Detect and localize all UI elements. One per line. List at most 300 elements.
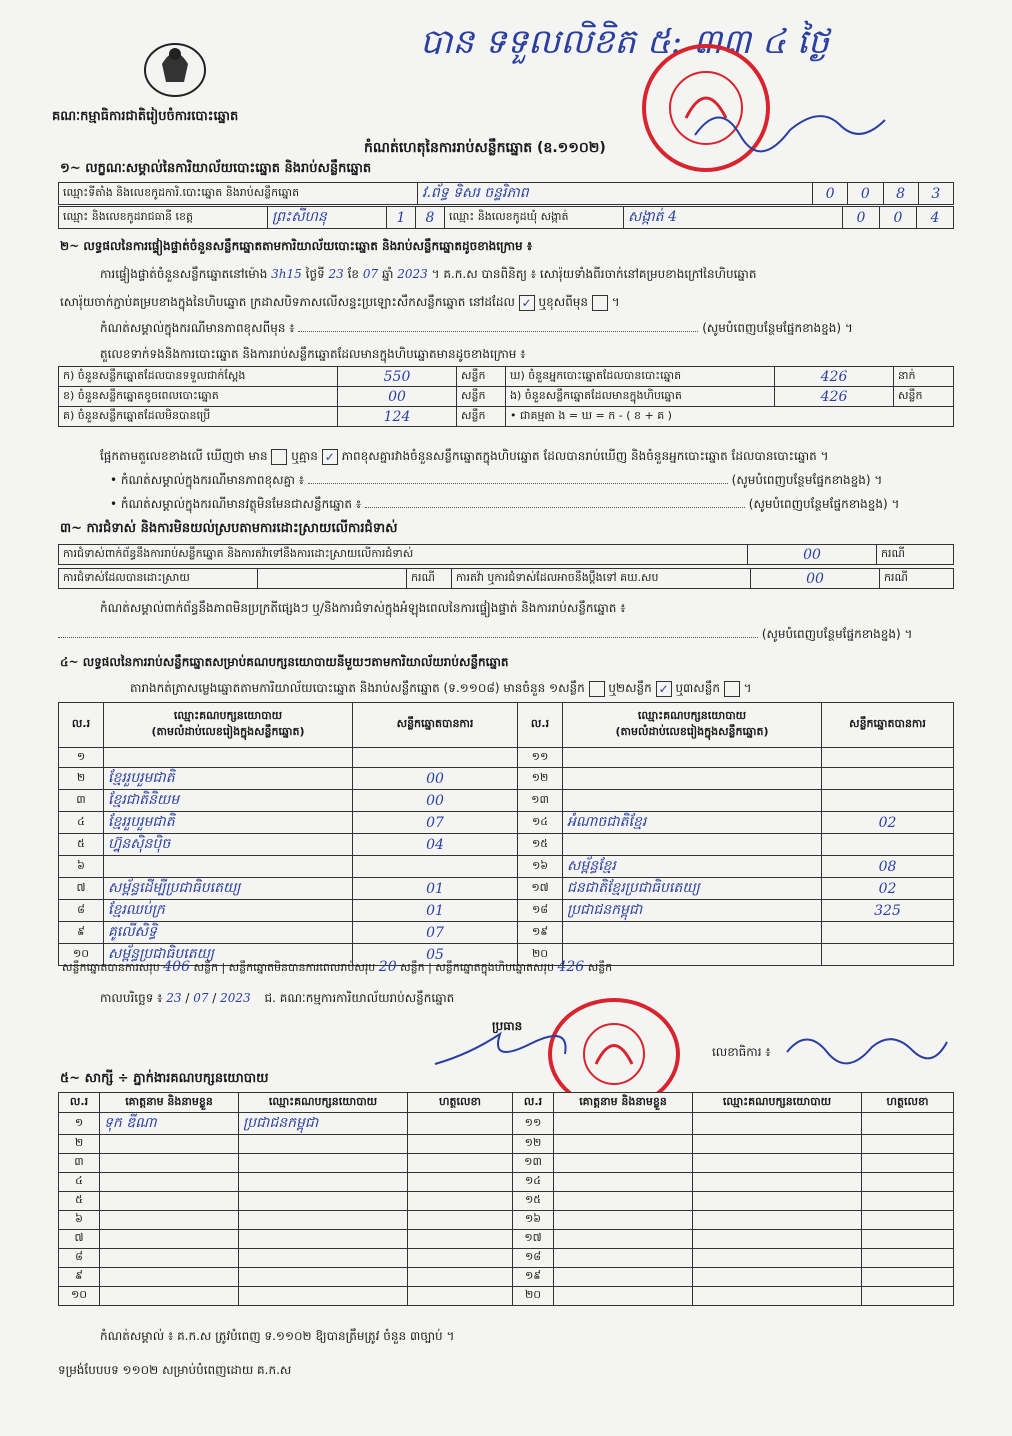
witness-name-right — [554, 1113, 693, 1135]
witness-party-right — [693, 1113, 862, 1135]
witness-col-no-left: ល.រ — [59, 1093, 100, 1113]
votes-right — [822, 748, 954, 768]
count-b-value: 00 — [338, 387, 457, 407]
witness-no-left: ៦ — [59, 1211, 100, 1230]
chair-label: ប្រធាន — [492, 1019, 523, 1033]
witness-name-right — [554, 1173, 693, 1192]
witness-name-left — [100, 1211, 239, 1230]
row-no-left: ១ — [59, 748, 104, 768]
col-no-left: ល.រ — [59, 703, 104, 748]
witness-no-right: ១១ — [513, 1113, 554, 1135]
party-name-right — [563, 748, 822, 768]
row-no-right: ១៧ — [518, 878, 563, 900]
count-d-value: 426 — [775, 367, 894, 387]
row2-label2: ឈ្មោះ និងលេខកូដឃុំ សង្កាត់ — [445, 207, 624, 229]
row-no-left: ៨ — [59, 900, 104, 922]
party-name-right — [563, 834, 822, 856]
month-value: 07 — [362, 267, 379, 281]
row-no-left: ៧ — [59, 878, 104, 900]
signature-icon — [690, 95, 890, 169]
appeal-unit: ករណី — [880, 569, 954, 589]
witness-no-left: ២ — [59, 1135, 100, 1154]
witness-name-right — [554, 1192, 693, 1211]
witness-no-right: ២០ — [513, 1287, 554, 1306]
section3-note: កំណត់សម្គាល់ពាក់ព័ន្ធនឹងភាពមិនប្រក្រតីផ្សេងៗ ឬ/និងការជំទាស់ក្នុងអំឡុងពេលនៃការផ្ទៀងផ្ទាត់ និងការរាប់សន្លឹកឆ្នោត ៖ — [100, 601, 626, 615]
party-name-right: ប្រជាជនកម្ពុជា — [563, 900, 822, 922]
row-no-left: ៣ — [59, 790, 104, 812]
emblem-icon — [140, 34, 210, 100]
count-c-label: គ) ចំនួនសន្លឹកឆ្នោតដែលមិនបានប្រើ — [59, 407, 338, 427]
witness-party-right — [693, 1173, 862, 1192]
signature-icon — [430, 1024, 570, 1078]
witness-party-right — [693, 1268, 862, 1287]
witness-body — [59, 1113, 954, 1306]
votes-left: 00 — [353, 768, 518, 790]
witness-party-left — [239, 1268, 408, 1287]
bullet1-dots — [308, 483, 728, 484]
section2-line3 — [100, 320, 960, 338]
section1-table-2 — [58, 206, 954, 229]
witness-party-right — [693, 1211, 862, 1230]
three-sheet-label: ឬ៣សន្លឹក — [675, 681, 720, 695]
count-b-label: ខ) ចំនួនសន្លឹកឆ្នោតខូចពេលបោះឆ្នោត — [59, 387, 338, 407]
votes-right — [822, 834, 954, 856]
witness-sign-right — [862, 1135, 954, 1154]
table-row — [59, 834, 954, 856]
box-total-label: សន្លឹកឆ្នោតក្នុងហិបឆ្នោតសរុប — [435, 960, 554, 974]
witness-col-name-right: គោត្តនាម និងនាមខ្លួន — [554, 1093, 693, 1113]
two-sheet-checkbox[interactable]: ✓ — [656, 681, 672, 697]
date-label: កាលបរិច្ឆេទ ៖ — [100, 991, 163, 1005]
line1-suffix: ។ គ.ក.ស បានពិនិត្យ ៖ សោរ៉ុយទាំងពីរចាក់នៅគម្របខាងក្រៅនៃហិបឆ្នោត — [431, 267, 757, 281]
day-label: ថ្ងៃទី — [305, 267, 325, 281]
witness-sign-left — [408, 1135, 513, 1154]
witness-no-left: ៩ — [59, 1268, 100, 1287]
year-value: 2023 — [397, 267, 428, 281]
witness-no-right: ១៩ — [513, 1268, 554, 1287]
count-a-label: ក) ចំនួនសន្លឹកឆ្នោតដែលបានទទួលជាក់ស្តែង — [59, 367, 338, 387]
witness-no-left: ១ — [59, 1113, 100, 1135]
party-name-left: គូលើសិទ្ធិ — [104, 922, 353, 944]
witness-sign-right — [862, 1113, 954, 1135]
party-name-left: សម្ព័ន្ធដើម្បីប្រជាធិបតេយ្យ — [104, 878, 353, 900]
row2-label: ឈ្មោះ និងលេខកូដរាជធានី ខេត្ត — [59, 207, 268, 229]
count-c-value: 124 — [338, 407, 457, 427]
table-row — [59, 856, 954, 878]
witness-name-right — [554, 1135, 693, 1154]
party-name-left: សម្ព័ន្ធប្រជាធិបតេយ្យ — [104, 944, 353, 966]
table-row — [59, 748, 954, 768]
count-b-unit: សន្លឹក — [457, 387, 506, 407]
table-row — [59, 1268, 954, 1287]
appeal-value: 00 — [751, 569, 880, 589]
witness-no-right: ១៣ — [513, 1154, 554, 1173]
witness-party-left — [239, 1230, 408, 1249]
party-name-right — [563, 790, 822, 812]
witness-sign-left — [408, 1192, 513, 1211]
witness-party-right — [693, 1249, 862, 1268]
three-sheet-checkbox[interactable] — [724, 681, 740, 697]
section4-intro: តារាងកត់ត្រាសម្លេងឆ្នោតតាមការិយាល័យបោះឆ្នោត និងរាប់សន្លឹកឆ្នោត (ទ.១១០៨) មានចំនួន ១សន្លឹក ឬ២សន្លឹក ✓ ឬ៣សន្លឹក ។ — [130, 681, 752, 696]
date-day: 23 — [166, 991, 182, 1005]
section2-line2: សោរ៉ុយចាក់ភ្ជាប់គម្របខាងក្នុងនៃហិបឆ្នោត ក្រដាសបិទភាសលើសន្ទះប្រឡោះសឹកសន្លឹកឆ្នោត នៅដដែល ✓ ឬខុសពីមុន ។ — [60, 295, 620, 310]
party-name-right: ជនជាតិខ្មែរប្រជាធិបតេយ្យ — [563, 878, 822, 900]
witness-name-left — [100, 1268, 239, 1287]
witness-sign-right — [862, 1287, 954, 1306]
table-row — [59, 1135, 954, 1154]
witness-party-left — [239, 1135, 408, 1154]
votes-left: 00 — [353, 790, 518, 812]
intro-text: តារាងកត់ត្រាសម្លេងឆ្នោតតាមការិយាល័យបោះឆ្នោត និងរាប់សន្លឹកឆ្នោត (ទ.១១០៨) មានចំនួន ១សន្លឹក — [130, 681, 585, 695]
row-no-left: ៤ — [59, 812, 104, 834]
col-party-right-title: ឈ្មោះគណបក្សនយោបាយ — [637, 709, 747, 722]
witness-party-left — [239, 1154, 408, 1173]
witness-col-name-left: គោត្តនាម និងនាមខ្លួន — [100, 1093, 239, 1113]
line5-prefix: ផ្អែកតាមតួលេខខាងលើ ឃើញថា មាន — [100, 449, 268, 463]
votes-right: 08 — [822, 856, 954, 878]
witness-name-left — [100, 1192, 239, 1211]
two-sheet-label: ឬ២សន្លឹក — [608, 681, 652, 695]
row-no-right: ១១ — [518, 748, 563, 768]
witness-name-left — [100, 1230, 239, 1249]
bullet2-note: (សូមបំពេញបន្ថែមផ្នែកខាងខ្នង) ។ — [748, 497, 900, 511]
same-checkbox[interactable]: ✓ — [519, 295, 535, 311]
witness-name-left — [100, 1173, 239, 1192]
row-no-right: ១៤ — [518, 812, 563, 834]
bullet1-line — [110, 472, 960, 490]
witness-no-right: ១៨ — [513, 1249, 554, 1268]
on-behalf-text: ជ. គណៈកម្មការការិយាល័យរាប់សន្លឹកឆ្នោត — [264, 991, 455, 1005]
bullet2-dots — [365, 507, 745, 508]
table-row — [59, 790, 954, 812]
footer-note: កំណត់សម្គាល់ ៖ គ.ក.ស ត្រូវបំពេញ ទ.១១០២ ឱ្យបានត្រឹមត្រូវ ចំនួន ៣ច្បាប់ ។ — [100, 1329, 455, 1343]
col-party-left-title: ឈ្មោះគណបក្សនយោបាយ — [173, 709, 283, 722]
different-label: ឬខុសពីមុន — [538, 295, 589, 309]
witness-col-no-right: ល.រ — [513, 1093, 554, 1113]
row-no-right: ១២ — [518, 768, 563, 790]
row1-value: វ.ព័ទ្ធ ទិសរ ចន្ទរិភាព — [418, 183, 813, 205]
col-votes-right: សន្លឹកឆ្នោតបានការ — [822, 703, 954, 748]
witness-name-right — [554, 1154, 693, 1173]
votes-right: 325 — [822, 900, 954, 922]
date-month: 07 — [193, 991, 209, 1005]
votes-left: 07 — [353, 812, 518, 834]
count-d-label: ឃ) ចំនួនអ្នកបោះឆ្នោតដែលបានបោះឆ្នោត — [506, 367, 775, 387]
col-party-left-sub: (តាមលំដាប់លេខរៀងក្នុងសន្លឹកឆ្នោត) — [151, 725, 305, 738]
witness-name-right — [554, 1230, 693, 1249]
witness-name-left — [100, 1287, 239, 1306]
valid-total-unit: សន្លឹក — [193, 960, 218, 974]
invalid-total-unit: សន្លឹក — [400, 960, 425, 974]
bullet1-text: • កំណត់សម្គាល់ក្នុងករណីមានភាពខុសគ្នា ៖ — [110, 473, 305, 487]
witness-sign-left — [408, 1173, 513, 1192]
count-e-value: 426 — [775, 387, 894, 407]
date-line: កាលបរិច្ឆេទ ៖ 23 / 07 / 2023 ជ. គណៈកម្មការការិយាល័យរាប់សន្លឹកឆ្នោត — [100, 991, 455, 1005]
row1-code-1: 0 — [813, 183, 848, 205]
votes-left — [353, 748, 518, 768]
no-diff-checkbox[interactable]: ✓ — [322, 449, 338, 465]
party-name-left — [104, 856, 353, 878]
votes-left — [353, 856, 518, 878]
row-no-left: ៦ — [59, 856, 104, 878]
votes-right — [822, 790, 954, 812]
witness-party-left — [239, 1192, 408, 1211]
witness-sign-right — [862, 1192, 954, 1211]
party-name-left: ខ្មែរឈប់ក្រ — [104, 900, 353, 922]
count-e-unit: សន្លឹក — [894, 387, 954, 407]
witness-col-party-left: ឈ្មោះគណបក្សនយោបាយ — [239, 1093, 408, 1113]
section3-dots — [58, 637, 758, 638]
count-d-unit: នាក់ — [894, 367, 954, 387]
signature-icon — [782, 1022, 952, 1070]
table-row — [59, 1113, 954, 1135]
table-row — [59, 1287, 954, 1306]
box-total-unit: សន្លឹក — [587, 960, 613, 974]
witness-sign-right — [862, 1173, 954, 1192]
day-value: 23 — [328, 267, 344, 281]
row-no-right: ១៨ — [518, 900, 563, 922]
resolved-label: ការជំទាស់ដែលបានដោះស្រាយ — [59, 569, 258, 589]
section3-title: ៣~ ការជំទាស់ និងការមិនយល់ស្របតាមការដោះស្រាយលើការជំទាស់ — [60, 521, 398, 536]
objection-label: ការជំទាស់ពាក់ព័ន្ធនឹងការរាប់សន្លឹកឆ្នោត និងការតវ៉ាទៅនឹងការដោះស្រាយលើការជំទាស់ — [59, 545, 748, 565]
witness-no-left: ៣ — [59, 1154, 100, 1173]
row1-code-3: 8 — [883, 183, 918, 205]
col-votes-left: សន្លឹកឆ្នោតបានការ — [353, 703, 518, 748]
bullet2-line — [110, 496, 960, 514]
resolved-unit: ករណី — [407, 569, 452, 589]
row-no-left: ២ — [59, 768, 104, 790]
section1-table — [58, 182, 954, 205]
secretary-label: លេខាធិការ ៖ — [712, 1045, 771, 1059]
row2-code2-2: 0 — [880, 207, 917, 229]
form-label: ទម្រង់បែបបទ ១១០២ សម្រាប់បំពេញដោយ គ.ក.ស — [58, 1363, 292, 1377]
objection-table-2 — [58, 568, 954, 589]
has-diff-checkbox[interactable] — [271, 449, 287, 465]
row-no-right: ១៩ — [518, 922, 563, 944]
party-name-left: ខ្មែររួបរួមជាតិ — [104, 812, 353, 834]
votes-left: 05 — [353, 944, 518, 966]
witness-no-right: ១៦ — [513, 1211, 554, 1230]
votes-right: 02 — [822, 812, 954, 834]
witness-party-left — [239, 1173, 408, 1192]
appeal-label: ការតវ៉ា ឬការជំទាស់ដែលអាចនឹងប្តឹងទៅ គឃ.សប — [452, 569, 751, 589]
handwritten-receipt-note: បាន ទទួលលិខិត ៥: ៣៣ ៤ ថ្ងៃ — [420, 22, 830, 62]
party-name-left: ខ្មែរជាតិនិយម — [104, 790, 353, 812]
line3-dots — [298, 331, 698, 332]
witness-no-left: ៥ — [59, 1192, 100, 1211]
witness-name-right — [554, 1211, 693, 1230]
party-name-left: ខ្មែររួបរួមជាតិ — [104, 768, 353, 790]
witness-name-left — [100, 1135, 239, 1154]
witness-no-right: ១៥ — [513, 1192, 554, 1211]
table-row — [59, 1154, 954, 1173]
section2-line4: តួលេខទាក់ទងនិងការបោះឆ្នោត និងការរាប់សន្លឹកឆ្នោតដែលមានក្នុងហិបឆ្នោតមានដូចខាងក្រោម ៖ — [100, 347, 526, 361]
form-title: កំណត់ហេតុនៃការរាប់សន្លឹកឆ្នោត (ឧ.១១០២) — [364, 140, 606, 156]
section2-line1 — [100, 266, 756, 284]
party-name-left: ហ្វ៊ុនស៊ិនប៉ិច — [104, 834, 353, 856]
witness-no-right: ១៧ — [513, 1230, 554, 1249]
party-name-left — [104, 748, 353, 768]
witness-party-right — [693, 1154, 862, 1173]
row2-code2-3: 4 — [917, 207, 954, 229]
table-row — [59, 1173, 954, 1192]
witness-name-left: ទុក ឌីណា — [100, 1113, 239, 1135]
witness-name-right — [554, 1249, 693, 1268]
date-year: 2023 — [220, 991, 251, 1005]
count-a-value: 550 — [338, 367, 457, 387]
table-row — [59, 1230, 954, 1249]
row1-label: ឈ្មោះទីតាំង និងលេខកូដការិ.បោះឆ្នោត និងរាប់សន្លឹកឆ្នោត — [59, 183, 418, 205]
witness-sign-right — [862, 1268, 954, 1287]
witness-name-right — [554, 1287, 693, 1306]
witness-party-right — [693, 1192, 862, 1211]
formula-text: • ជាគម្មតា ង = ឃ = ក - ( ខ + គ ) — [506, 407, 954, 427]
witness-no-left: ៨ — [59, 1249, 100, 1268]
line5-suffix: ភាពខុសគ្នារវាងចំនួនសន្លឹកឆ្នោតក្នុងហិបឆ្នោត ដែលបានរាប់ឃើញ និងចំនួនអ្នកបោះឆ្នោត ដែលបានបោះឆ្នោត ។ — [341, 449, 829, 463]
witness-sign-left — [408, 1268, 513, 1287]
col-party-right — [563, 703, 822, 748]
row-no-right: ១៥ — [518, 834, 563, 856]
line5-mid: ឬគ្មាន — [291, 449, 318, 463]
row2-value: ព្រះសីហនុ — [268, 207, 387, 229]
votes-left: 07 — [353, 922, 518, 944]
witness-party-left — [239, 1249, 408, 1268]
resolved-value — [258, 569, 407, 589]
witness-name-left — [100, 1249, 239, 1268]
table-row — [59, 1249, 954, 1268]
row-no-right: ២០ — [518, 944, 563, 966]
witness-sign-right — [862, 1211, 954, 1230]
col-party-left — [104, 703, 353, 748]
witness-sign-right — [862, 1230, 954, 1249]
row2-code-2: 8 — [416, 207, 445, 229]
results-body — [59, 748, 954, 966]
objection-unit: ករណី — [877, 545, 954, 565]
line1-prefix: ការផ្ទៀងផ្ទាត់ចំនួនសន្លឹកឆ្នោតនៅម៉ោង — [100, 267, 268, 281]
row-no-right: ១៦ — [518, 856, 563, 878]
box-total-value: 426 — [557, 958, 585, 975]
witness-party-left — [239, 1287, 408, 1306]
col-no-right: ល.រ — [518, 703, 563, 748]
party-name-right — [563, 922, 822, 944]
row-no-left: ៥ — [59, 834, 104, 856]
section2-title: ២~ លទ្ធផលនៃការផ្ទៀងផ្ទាត់ចំនួនសន្លឹកឆ្នោតតាមការិយាល័យបោះឆ្នោត និងរាប់សន្លឹកឆ្នោតដូចខាងក្រោម ៖ — [60, 239, 533, 253]
different-checkbox[interactable] — [592, 295, 608, 311]
valid-total-value: 406 — [163, 958, 190, 975]
row-no-right: ១៣ — [518, 790, 563, 812]
objection-table-1 — [58, 544, 954, 565]
totals-row: សន្លឹកឆ្នោតបានការសរុប 406 សន្លឹក | សន្លឹកឆ្នោតមិនបានការពេលរាប់សរុប 20 សន្លឹក | សន្លឹកឆ្នោតក្នុងហិបឆ្នោតសរុប 426 សន្លឹក — [62, 958, 613, 975]
section1-title: ១~ លក្ខណៈសម្គាល់នៃការិយាល័យបោះឆ្នោត និងរាប់សន្លឹកឆ្នោត — [60, 161, 372, 176]
line2-text: សោរ៉ុយចាក់ភ្ជាប់គម្របខាងក្នុងនៃហិបឆ្នោត ក្រដាសបិទភាសលើសន្ទះប្រឡោះសឹកសន្លឹកឆ្នោត នៅដដែល — [60, 295, 515, 309]
witness-sign-right — [862, 1154, 954, 1173]
row2-value2: សង្កាត់ 4 — [624, 207, 843, 229]
row2-code2-1: 0 — [843, 207, 880, 229]
row2-code-1: 1 — [387, 207, 416, 229]
section5-title: ៥~ សាក្សី ÷ ភ្នាក់ងារគណបក្សនយោបាយ — [60, 1071, 269, 1086]
votes-left: 01 — [353, 878, 518, 900]
row-no-left: ១០ — [59, 944, 104, 966]
row1-code-2: 0 — [848, 183, 883, 205]
row1-code-4: 3 — [918, 183, 953, 205]
witness-party-right — [693, 1230, 862, 1249]
witness-col-sign-left: ហត្ថលេខា — [408, 1093, 513, 1113]
votes-right — [822, 768, 954, 790]
party-name-right: សម្ព័ន្ធខ្មែរ — [563, 856, 822, 878]
table-row — [59, 1211, 954, 1230]
count-a-unit: សន្លឹក — [457, 367, 506, 387]
witness-party-left: ប្រជាជនកម្ពុជា — [239, 1113, 408, 1135]
votes-left: 04 — [353, 834, 518, 856]
bullet2-text: • កំណត់សម្គាល់ក្នុងករណីមានវត្ថុមិនមែនជាសន្លឹកឆ្នោត ៖ — [110, 497, 362, 511]
witness-sign-right — [862, 1249, 954, 1268]
witness-sign-left — [408, 1249, 513, 1268]
witness-col-sign-right: ហត្ថលេខា — [862, 1093, 954, 1113]
party-name-right: អំណាចជាតិខ្មែរ — [563, 812, 822, 834]
line3-text: កំណត់សម្គាល់ក្នុងករណីមានភាពខុសពីមុន ៖ — [100, 321, 295, 335]
witness-party-left — [239, 1211, 408, 1230]
objection-value: 00 — [748, 545, 877, 565]
one-sheet-checkbox[interactable] — [589, 681, 605, 697]
witness-no-right: ១២ — [513, 1135, 554, 1154]
row-no-left: ៩ — [59, 922, 104, 944]
witness-name-right — [554, 1268, 693, 1287]
valid-total-label: សន្លឹកឆ្នោតបានការសរុប — [62, 960, 160, 974]
table-row — [59, 878, 954, 900]
witness-name-left — [100, 1154, 239, 1173]
witness-sign-left — [408, 1154, 513, 1173]
results-table — [58, 702, 954, 966]
section3-note-line — [58, 626, 958, 644]
votes-right: 02 — [822, 878, 954, 900]
col-party-right-sub: (តាមលំដាប់លេខរៀងក្នុងសន្លឹកឆ្នោត) — [615, 725, 769, 738]
count-e-label: ង) ចំនួនសន្លឹកឆ្នោតដែលមានក្នុងហិបឆ្នោត — [506, 387, 775, 407]
section2-line5 — [100, 448, 829, 466]
witness-party-right — [693, 1287, 862, 1306]
witness-sign-left — [408, 1113, 513, 1135]
votes-left: 01 — [353, 900, 518, 922]
count-c-unit: សន្លឹក — [457, 407, 506, 427]
table-row — [59, 922, 954, 944]
section4-title: ៤~ លទ្ធផលនៃការរាប់សន្លឹកឆ្នោតសម្រាប់គណបក្សនយោបាយនីមួយៗតាមការិយាល័យរាប់សន្លឹកឆ្នោត — [60, 655, 509, 669]
party-name-right — [563, 768, 822, 790]
bullet1-note: (សូមបំពេញបន្ថែមផ្នែកខាងខ្នង) ។ — [731, 473, 883, 487]
invalid-total-value: 20 — [378, 958, 397, 975]
totals-table — [58, 958, 954, 977]
witness-sign-left — [408, 1287, 513, 1306]
table-row — [59, 768, 954, 790]
table-row — [59, 900, 954, 922]
table-row — [59, 1192, 954, 1211]
votes-right — [822, 922, 954, 944]
witness-table — [58, 1092, 954, 1306]
witness-sign-left — [408, 1211, 513, 1230]
year-label: ឆ្នាំ — [382, 267, 394, 281]
month-label: ខែ — [347, 267, 360, 281]
time-value: 3h15 — [271, 267, 302, 281]
invalid-total-label: សន្លឹកឆ្នោតមិនបានការពេលរាប់សរុប — [228, 960, 376, 974]
witness-no-left: ១០ — [59, 1287, 100, 1306]
witness-no-right: ១៤ — [513, 1173, 554, 1192]
witness-party-right — [693, 1135, 862, 1154]
counts-table — [58, 366, 954, 427]
section3-fill-note: (សូមបំពេញបន្ថែមផ្នែកខាងខ្នង) ។ — [761, 627, 913, 641]
committee-name: គណៈកម្មាធិការជាតិរៀបចំការបោះឆ្នោត — [52, 109, 239, 124]
line3-fill-note: (សូមបំពេញបន្ថែមផ្នែកខាងខ្នង) ។ — [702, 321, 853, 335]
witness-sign-left — [408, 1230, 513, 1249]
witness-col-party-right: ឈ្មោះគណបក្សនយោបាយ — [693, 1093, 862, 1113]
table-row — [59, 812, 954, 834]
